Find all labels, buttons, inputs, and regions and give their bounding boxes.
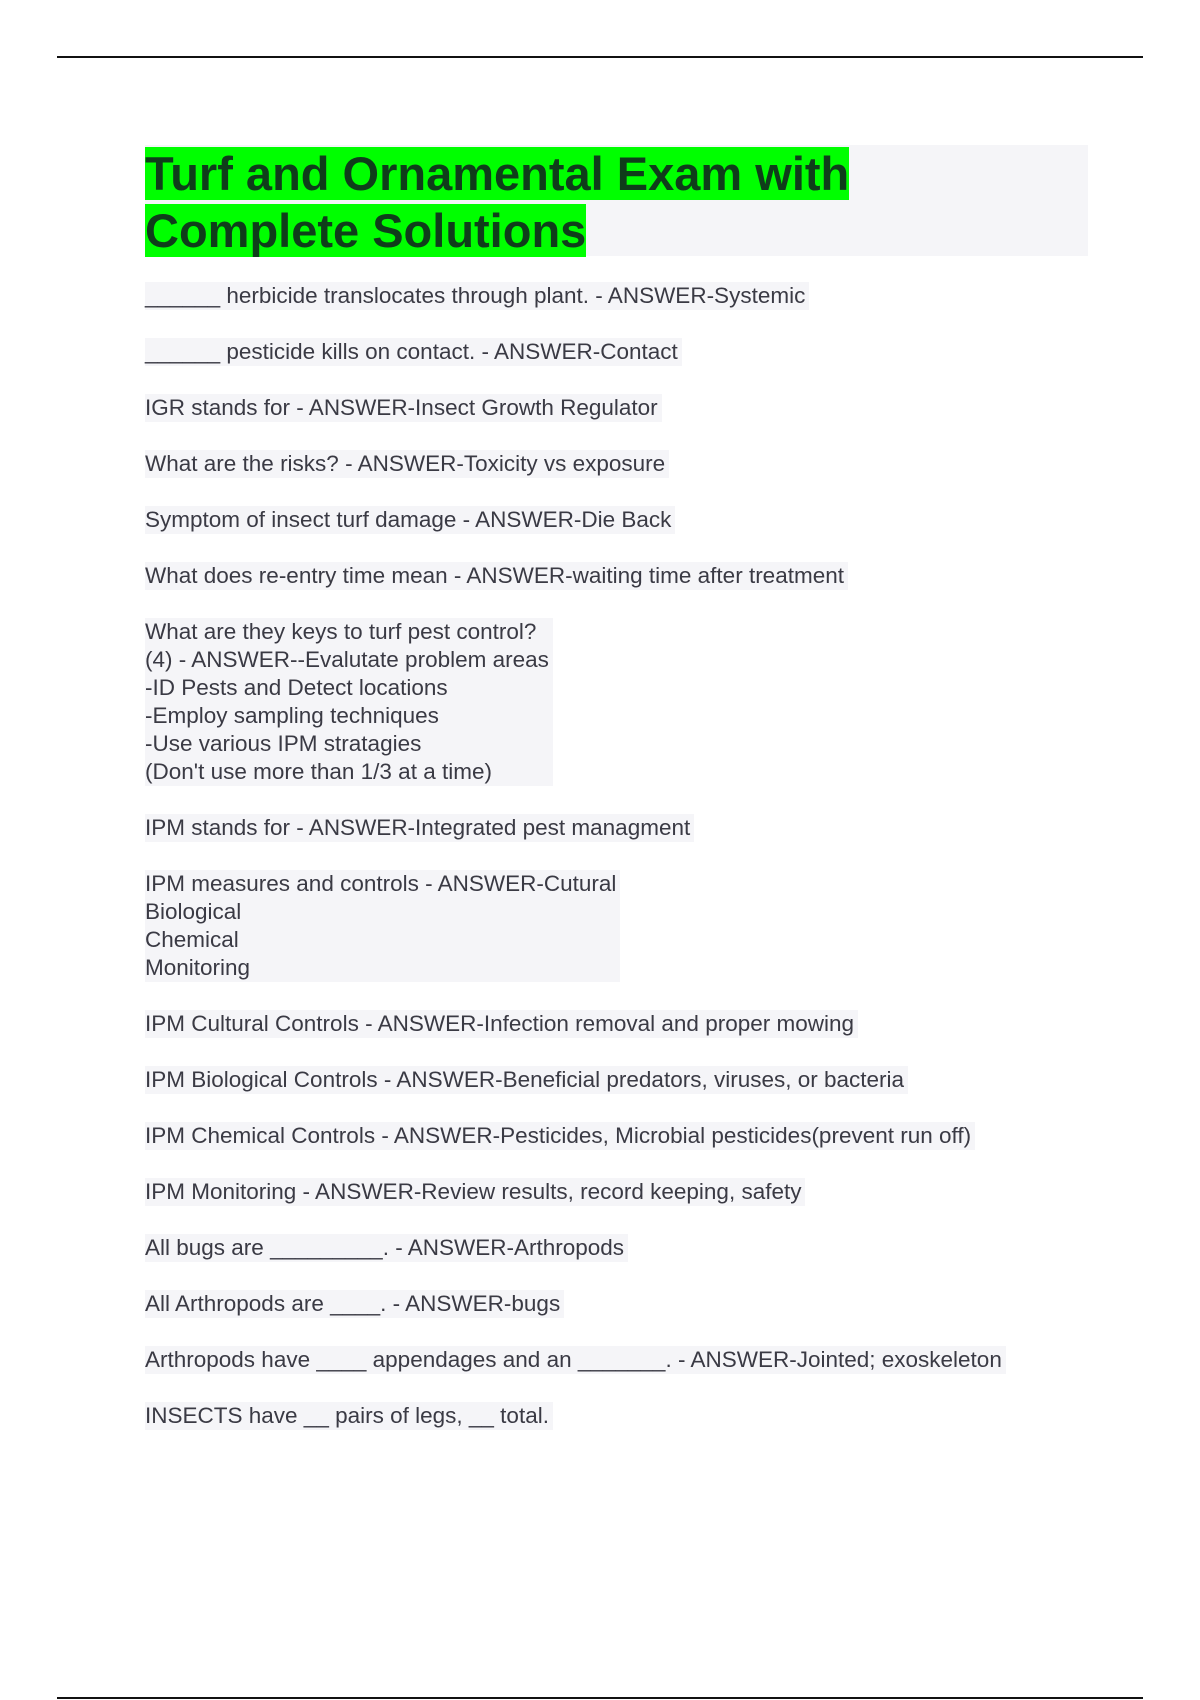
qa-item: INSECTS have __ pairs of legs, __ total. xyxy=(145,1402,553,1430)
qa-item: ______ herbicide translocates through plant. - ANSWER-Systemic xyxy=(145,282,809,310)
header-rule xyxy=(57,56,1143,58)
qa-item: ______ pesticide kills on contact. - ANSWER-Contact xyxy=(145,338,682,366)
qa-item: IPM stands for - ANSWER-Integrated pest managment xyxy=(145,814,694,842)
qa-item: All Arthropods are ____. - ANSWER-bugs xyxy=(145,1290,564,1318)
title-highlight: Turf and Ornamental Exam with Complete Solutions xyxy=(145,147,850,257)
qa-item: What are the risks? - ANSWER-Toxicity vs exposure xyxy=(145,450,669,478)
footer-rule xyxy=(57,1697,1143,1699)
qa-item: Arthropods have ____ appendages and an _______. - ANSWER-Jointed; exoskeleton xyxy=(145,1346,1006,1374)
qa-item: All bugs are _________. - ANSWER-Arthropods xyxy=(145,1234,628,1262)
qa-item: IPM Monitoring - ANSWER-Review results, record keeping, safety xyxy=(145,1178,805,1206)
qa-item: IGR stands for - ANSWER-Insect Growth Regulator xyxy=(145,394,662,422)
qa-item: IPM measures and controls - ANSWER-Cutural Biological Chemical Monitoring xyxy=(145,870,620,982)
qa-list xyxy=(145,282,1105,1458)
qa-item: IPM Biological Controls - ANSWER-Beneficial predators, viruses, or bacteria xyxy=(145,1066,908,1094)
qa-item: Symptom of insect turf damage - ANSWER-Die Back xyxy=(145,506,675,534)
title-block xyxy=(145,145,1088,256)
qa-item: What are they keys to turf pest control? (4) - ANSWER--Evalutate problem areas -ID Pests and Detect locations -Employ sampling techniques -Use various IPM stratagies (Don't use more than 1/3 at a time) xyxy=(145,618,553,786)
qa-item: IPM Chemical Controls - ANSWER-Pesticides, Microbial pesticides(prevent run off) xyxy=(145,1122,975,1150)
document-title xyxy=(145,145,905,259)
qa-item: IPM Cultural Controls - ANSWER-Infection removal and proper mowing xyxy=(145,1010,858,1038)
qa-item: What does re-entry time mean - ANSWER-waiting time after treatment xyxy=(145,562,848,590)
